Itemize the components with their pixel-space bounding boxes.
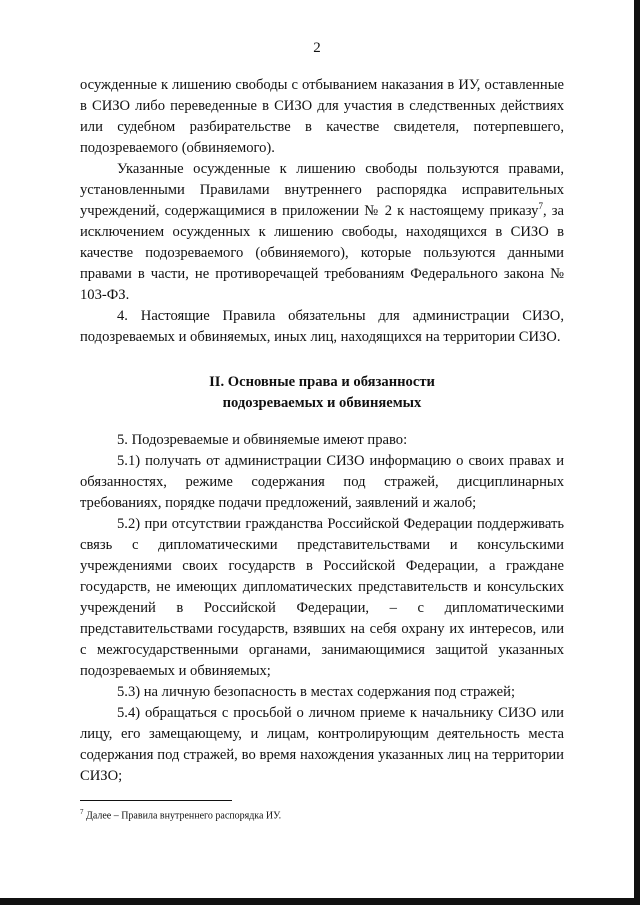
paragraph-right-5-1: 5.1) получать от администрации СИЗО информацию о своих правах и обязанностях, режиме содержания под стражей, дисциплинарных требованиях, порядке подачи предложений, заявлений и жалоб;	[80, 453, 564, 511]
page-number: 2	[313, 40, 321, 56]
paragraph-text-part: Указанные осужденные к лишению свободы пользуются правами, установленными Правилами внутреннего распорядка исправительных учреждений, содержащимися в приложении № 2 к настоящему приказу	[80, 161, 564, 219]
section-heading	[80, 372, 564, 414]
paragraph-continuation: осужденные к лишению свободы с отбыванием наказания в ИУ, оставленные в СИЗО либо переведенные в СИЗО для участия в следственных действиях или судебном разбирательстве в качестве свидетеля, потерпевшего, подозреваемого (обвиняемого).	[80, 77, 564, 156]
paragraph-right-5-4: 5.4) обращаться с просьбой о личном приеме к начальнику СИЗО или лицу, его замещающему, и лицам, контролирующим деятельность места содержания под стражей, во время нахождения указанных лиц на территории СИЗО;	[80, 705, 564, 784]
footnote-reference: 7	[538, 201, 543, 212]
footnote-text: Далее – Правила внутреннего распорядка ИУ.	[83, 810, 282, 822]
paragraph-rights-intro: 5. Подозреваемые и обвиняемые имеют право:	[117, 432, 408, 448]
paragraph-right-5-2: 5.2) при отсутствии гражданства Российской Федерации поддерживать связь с дипломатическими представительствами и консульскими учреждениями своих государств в Российской Федерации, а граждане государств, не имеющих дипломатических представительств и консульских учреждений в Российской Федерации, – с дипломатическими представительствами государств, взявших на себя охрану их интересов, или с межгосударственными органами, занимающимися защитой указанных подозреваемых и обвиняемых;	[80, 516, 564, 679]
document-body	[80, 75, 564, 787]
paragraph-right-5-3: 5.3) на личную безопасность в местах содержания под стражей;	[117, 684, 516, 700]
section-heading-line-1: II. Основные права и обязанности	[209, 374, 435, 390]
paragraph-convicts-rights	[80, 159, 564, 306]
footnote-divider	[80, 800, 232, 801]
footnote	[80, 806, 281, 822]
footnote-marker: 7	[80, 808, 84, 816]
section-heading-line-2: подозреваемых и обвиняемых	[222, 395, 422, 411]
paragraph-rules-binding: 4. Настоящие Правила обязательны для администрации СИЗО, подозреваемых и обвиняемых, иных лиц, находящихся на территории СИЗО.	[80, 308, 564, 345]
paragraph-text-part: , за исключением осужденных к лишению свободы, находящихся в СИЗО в качестве подозреваемого (обвиняемого), которые пользуются данными правами в части, не противоречащей требованиям Федерального закона № 103-ФЗ.	[80, 203, 564, 303]
